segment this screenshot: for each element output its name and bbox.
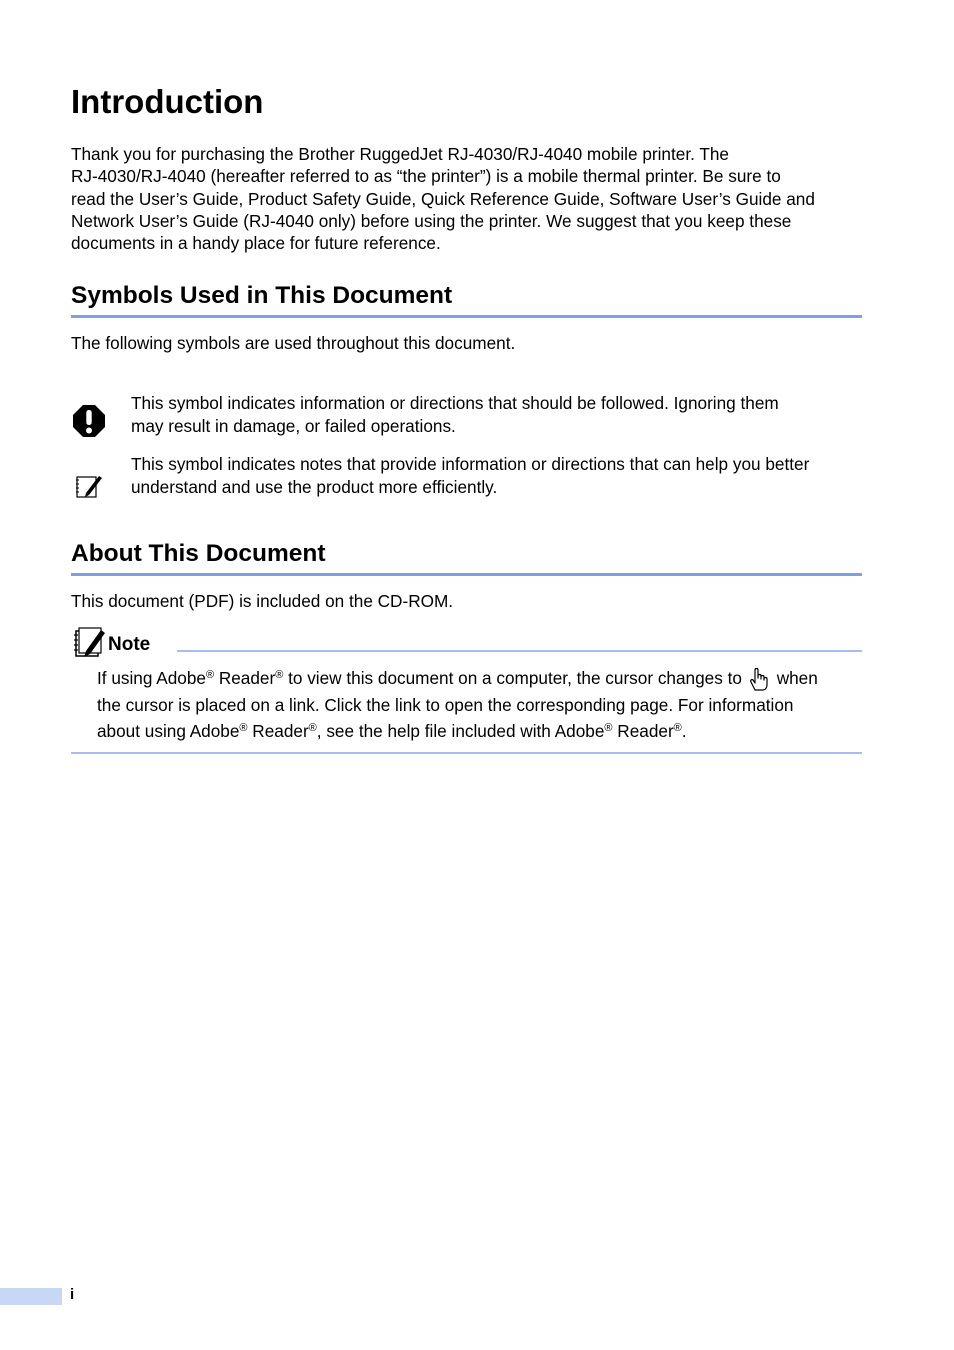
about-text-line: This document (PDF) is included on the CD-ROM.	[71, 591, 454, 611]
intro-line: Thank you for purchasing the Brother RuggedJet RJ-4030/RJ-4040 mobile printer. The	[71, 144, 729, 164]
note-bottom-rule	[71, 752, 862, 754]
registered-mark: ®	[205, 669, 215, 681]
page-title: Introduction	[71, 83, 264, 120]
note-pencil-icon	[74, 473, 104, 499]
symbols-lead-line: The following symbols are used throughout this document.	[71, 333, 516, 353]
note-label: Note	[108, 634, 151, 655]
note-top-rule	[177, 650, 862, 652]
registered-mark: ®	[308, 722, 317, 734]
note-line	[97, 718, 877, 744]
hand-cursor-icon	[746, 666, 772, 692]
section-divider	[71, 315, 862, 318]
registered-mark: ®	[275, 669, 284, 681]
note-pencil-icon	[72, 626, 106, 659]
note-symbol-line: This symbol indicates notes that provide information or directions that can help you better	[131, 454, 810, 474]
registered-mark: ®	[673, 722, 682, 734]
intro-line: documents in a handy place for future reference.	[71, 233, 441, 254]
note-symbol-text	[131, 453, 871, 498]
note-line	[97, 665, 877, 692]
section-divider	[71, 573, 862, 576]
important-icon	[72, 404, 106, 438]
important-symbol-line: may result in damage, or failed operations.	[131, 415, 456, 436]
note-text: when	[771, 668, 818, 688]
note-text: , see the help file included with Adobe	[316, 721, 605, 741]
about-heading: About This Document	[71, 540, 326, 567]
note-text: .	[681, 721, 687, 741]
note-symbol-line: understand and use the product more efficiently.	[131, 476, 498, 497]
symbols-heading: Symbols Used in This Document	[71, 282, 453, 309]
note-body	[97, 665, 877, 744]
page-number: i	[70, 1286, 75, 1303]
important-symbol-line: This symbol indicates information or directions that should be followed. Ignoring them	[131, 393, 779, 413]
intro-line: RJ-4030/RJ-4040 (hereafter referred to as “the printer”) is a mobile thermal printer. Be sure to	[71, 166, 781, 187]
intro-line: read the User’s Guide, Product Safety Guide, Quick Reference Guide, Software User’s Guide and	[71, 188, 815, 209]
registered-mark: ®	[604, 722, 613, 734]
about-text	[71, 590, 871, 612]
page-number-tab	[0, 1288, 62, 1305]
note-text: If using Adobe	[97, 668, 206, 688]
note-text: about using Adobe	[97, 721, 240, 741]
registered-mark: ®	[239, 722, 248, 734]
note-text: Reader	[612, 721, 674, 741]
note-text: Reader	[214, 668, 276, 688]
note-line: the cursor is placed on a link. Click the link to open the corresponding page. For information	[97, 695, 794, 715]
note-text: to view this document on a computer, the cursor changes to	[283, 668, 742, 688]
note-text: Reader	[247, 721, 309, 741]
symbols-lead-text	[71, 332, 871, 354]
important-symbol-text	[131, 392, 871, 437]
intro-line: Network User’s Guide (RJ-4040 only) before using the printer. We suggest that you keep these	[71, 210, 792, 231]
intro-paragraph	[71, 143, 871, 254]
